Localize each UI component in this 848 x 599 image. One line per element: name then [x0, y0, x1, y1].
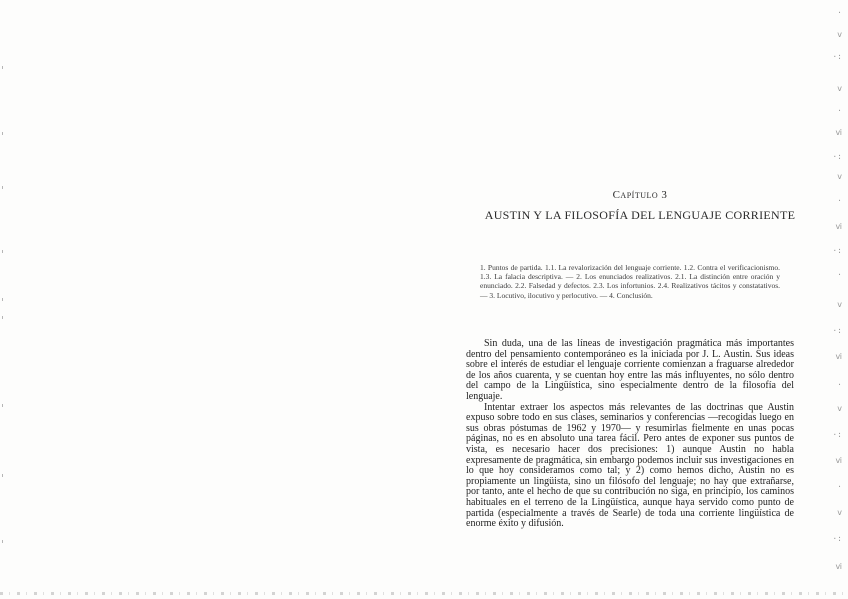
right-margin-bleedthrough: · ⅴ ·: ⅴ · ⅵ ·: ⅴ · ⅵ ·: · ⅴ ·: ⅵ · ⅴ ·: ⅵ · ⅴ ·: ⅵ [832, 8, 842, 571]
chapter-body [466, 339, 794, 530]
bottom-edge-noise [0, 592, 848, 595]
chapter-title: AUSTIN Y LA FILOSOFÍA DEL LENGUAJE CORRIENTE [484, 208, 796, 222]
chapter-summary: 1. Puntos de partida. 1.1. La revalorización del lenguaje corriente. 1.2. Contra el verificacionismo. 1.3. La falacia descriptiva. — 2. Los enunciados realizativos. 2.1. La distinción entre oración y enunciado. 2.2. Falsedad y defectos. 2.3. Los infortunios. 2.4. Realizativos tácitos y constatativos. — 3. Locutivo, ilocutivo y perlocutivo. — 4. Conclusión. [480, 263, 780, 300]
chapter-label: Capítulo 3 [612, 189, 668, 201]
body-paragraph-2: Intentar extraer los aspectos más relevantes de las doctrinas que Austin expuso sobre todo en sus clases, seminarios y conferencias —recogidas luego en sus obras póstumas de 1962 y 1970— y resumirlas fielmente en unas pocas páginas, no es en absoluto una tarea fácil. Pero antes de exponer sus puntos de vista, es necesario hacer dos precisiones: 1) aunque Austin no habla expresamente de pragmática, sin embargo podemos incluir sus investigaciones en lo que hoy consideramos como tal; y 2) como hemos dicho, Austin no es propiamente un lingüista, sino un filósofo del lenguaje; no hay que extrañarse, por tanto, ante el hecho de que su contribución no siga, en principio, los caminos habituales en el terreno de la Lingüística, aunque haya servido como punto de partida (especialmente a través de Searle) de toda una corriente lingüística de enorme éxito y difusión. [466, 401, 794, 530]
body-paragraph-1: Sin duda, una de las líneas de investigación pragmática más importantes dentro del pensamiento contemporáneo es la iniciada por J. L. Austin. Sus ideas sobre el interés de estudiar el lenguaje corriente comienzan a fraguarse alrededor de los años cuarenta, y se cuentan hoy entre las más influyentes, no sólo dentro del campo de la Lingüística, sino especialmente dentro de la filosofía del lenguaje. [466, 338, 794, 402]
